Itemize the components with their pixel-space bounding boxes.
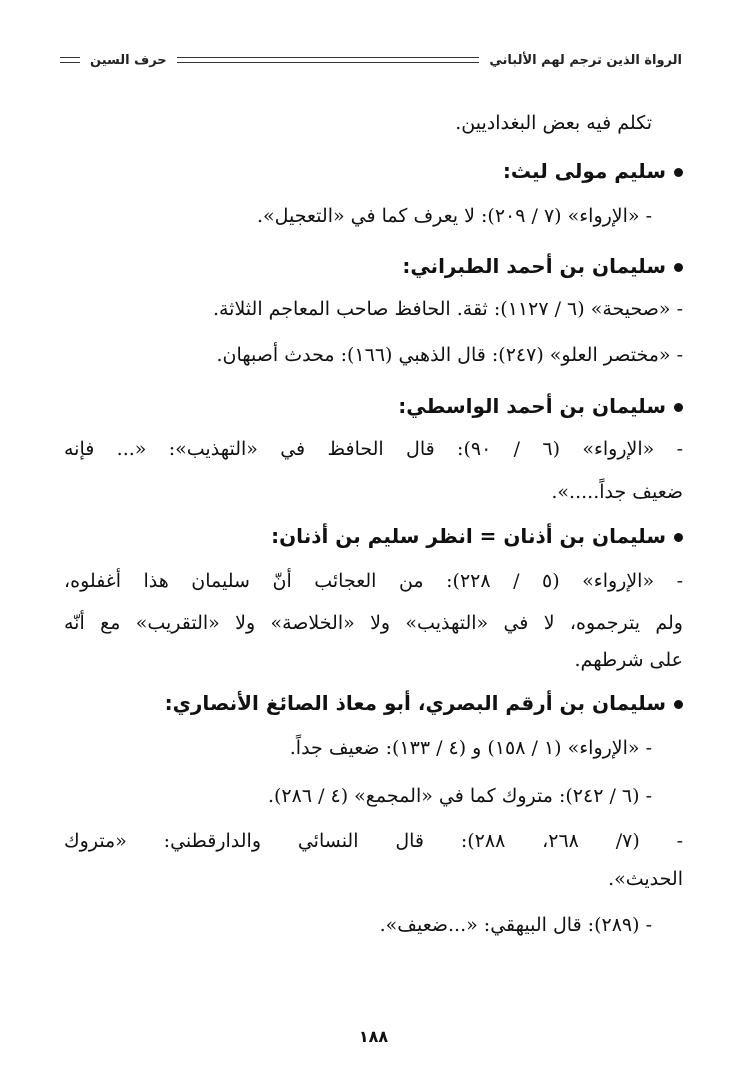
bullet-icon [674, 533, 683, 542]
bullet-icon [674, 168, 683, 177]
entry-heading: سليمان بن أذنان = انظر سليم بن أذنان: [271, 523, 683, 549]
text-line: - «صحيحة» (٦ / ١١٢٧): ثقة. الحافظ صاحب المعاجم الثلاثة. [212, 298, 683, 320]
page-number: ١٨٨ [358, 1027, 389, 1046]
entry-heading: سليمان بن أرقم البصري، أبو معاذ الصائغ الأنصاري: [165, 690, 683, 716]
text-line: على شرطهم. [574, 649, 683, 671]
bullet-icon [674, 700, 683, 709]
header-title: الرواة الذين ترجم لهم الألباني [489, 52, 682, 68]
header-rule [177, 57, 480, 63]
entry-heading: سليمان بن أحمد الطبراني: [402, 253, 683, 279]
text-line: ضعيف جداً.....». [551, 481, 683, 503]
text-line: الحديث». [608, 868, 683, 890]
bullet-icon [674, 263, 683, 272]
text-line: - «الإرواء» (٥ / ٢٢٨): من العجائب أنّ سليمان هذا أغفلوه، [64, 570, 683, 592]
entry-heading: سليم مولى ليث: [503, 158, 683, 184]
text-line: - (٦ / ٢٤٢): متروك كما في «المجمع» (٤ / ٢٨٦). [267, 785, 652, 807]
text-line: - «الإرواء» (٦ / ٩٠): قال الحافظ في «التهذيب»: «... فإنه [64, 438, 684, 460]
header-end-rule [60, 57, 80, 63]
text-line: - «الإرواء» (٧ / ٢٠٩): لا يعرف كما في «التعجيل». [256, 205, 652, 227]
text-line: - «الإرواء» (١ / ١٥٨) و (٤ / ١٣٣): ضعيف جداً. [289, 737, 652, 759]
running-header [60, 50, 682, 70]
text-line: - «مختصر العلو» (٢٤٧): قال الذهبي (١٦٦): محدث أصبهان. [216, 344, 683, 366]
entry-heading: سليمان بن أحمد الواسطي: [398, 393, 683, 419]
bullet-icon [674, 403, 683, 412]
text-line: - (٧/ ٢٦٨، ٢٨٨): قال النسائي والدارقطني: «متروك [64, 830, 683, 852]
text-line: تكلم فيه بعض البغداديين. [455, 112, 652, 134]
text-line: - (٢٨٩): قال البيهقي: «...ضعيف». [379, 914, 652, 936]
text-line: ولم يترجموه، لا في «التهذيب» ولا «الخلاصة» ولا «التقريب» مع أنّه [64, 612, 683, 634]
header-section: حرف السين [90, 52, 167, 68]
